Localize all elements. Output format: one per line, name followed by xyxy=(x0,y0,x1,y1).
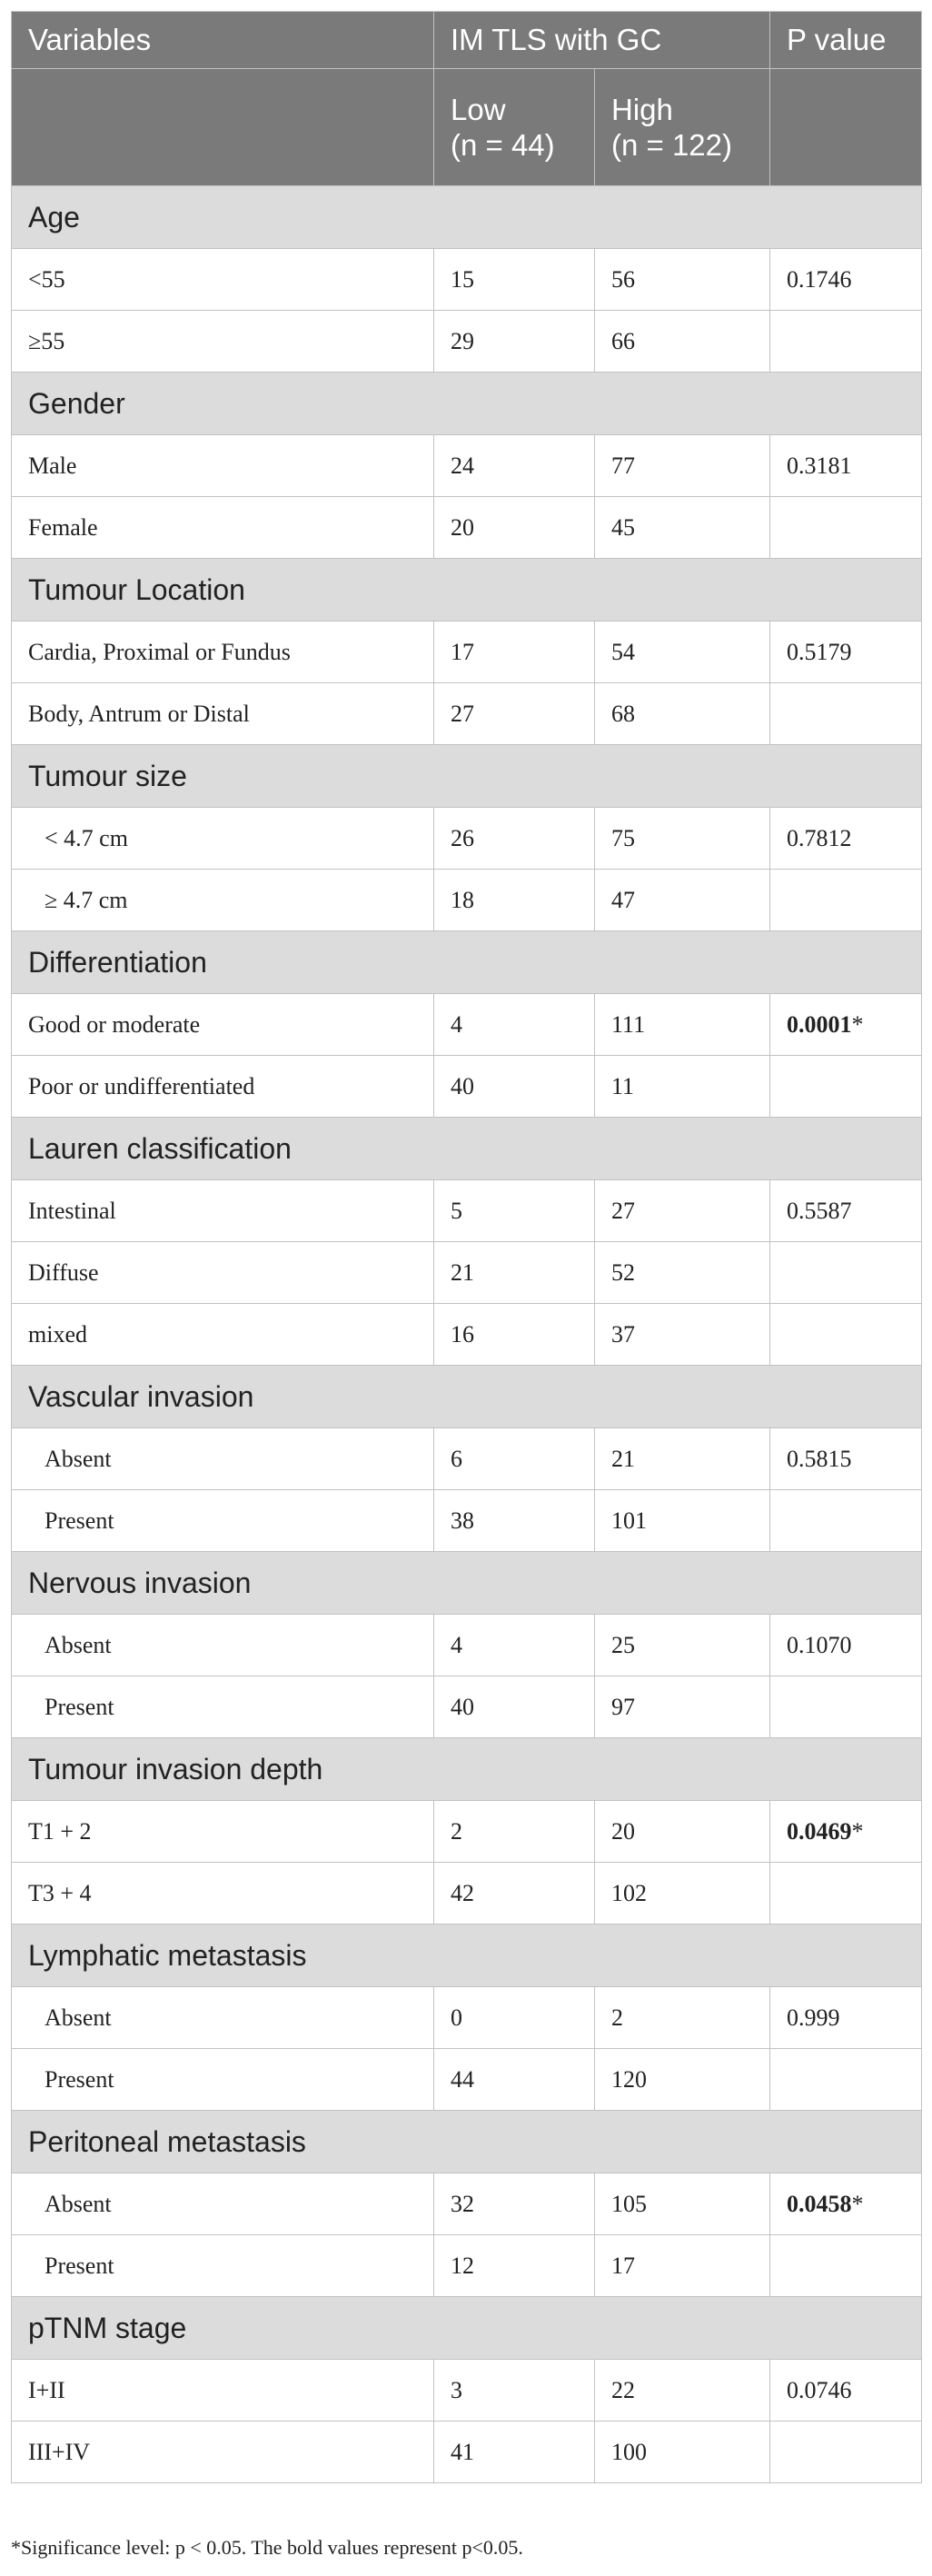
header-high-label: High xyxy=(611,93,673,126)
section-row xyxy=(12,1738,922,1801)
table-row xyxy=(12,1428,922,1490)
section-row xyxy=(12,1552,922,1615)
table-row xyxy=(12,2173,922,2235)
row-label: Diffuse xyxy=(12,1242,434,1304)
p-value: 0.5815 xyxy=(787,1445,852,1472)
low-count: 21 xyxy=(434,1242,595,1304)
high-count: 45 xyxy=(595,497,770,559)
low-count: 15 xyxy=(434,249,595,311)
low-count: 38 xyxy=(434,1490,595,1552)
row-label: Present xyxy=(12,2235,434,2297)
table-row xyxy=(12,1056,922,1118)
section-row xyxy=(12,1925,922,1987)
row-label: Absent xyxy=(12,2173,434,2235)
high-count: 54 xyxy=(595,622,770,683)
high-count: 47 xyxy=(595,870,770,931)
table-row xyxy=(12,870,922,931)
high-count: 22 xyxy=(595,2360,770,2422)
table-row xyxy=(12,497,922,559)
high-count: 20 xyxy=(595,1801,770,1863)
p-value-cell xyxy=(770,2049,922,2111)
row-label: Present xyxy=(12,1676,434,1738)
table-row xyxy=(12,1304,922,1366)
high-count: 21 xyxy=(595,1428,770,1490)
row-label: Cardia, Proximal or Fundus xyxy=(12,622,434,683)
p-value-cell xyxy=(770,994,922,1056)
section-row xyxy=(12,373,922,435)
p-value-cell xyxy=(770,1428,922,1490)
p-value-cell xyxy=(770,1676,922,1738)
p-value-cell xyxy=(770,808,922,870)
high-count: 66 xyxy=(595,311,770,373)
row-label: T3 + 4 xyxy=(12,1863,434,1925)
header-high-n: (n = 122) xyxy=(611,128,732,162)
row-label: Female xyxy=(12,497,434,559)
header-variables: Variables xyxy=(12,12,434,69)
section-title: Lauren classification xyxy=(12,1118,922,1180)
table-row xyxy=(12,1242,922,1304)
section-title: Peritoneal metastasis xyxy=(12,2111,922,2173)
high-count: 2 xyxy=(595,1987,770,2049)
section-title: Nervous invasion xyxy=(12,1552,922,1615)
p-value-cell xyxy=(770,311,922,373)
low-count: 12 xyxy=(434,2235,595,2297)
p-value: 0.1070 xyxy=(787,1631,852,1658)
p-value: 0.3181 xyxy=(787,452,852,479)
section-row xyxy=(12,2297,922,2360)
p-value: 0.0746 xyxy=(787,2376,852,2403)
table-row xyxy=(12,622,922,683)
p-value: 0.999 xyxy=(787,2004,840,2031)
section-title: Vascular invasion xyxy=(12,1366,922,1428)
table-row xyxy=(12,1987,922,2049)
low-count: 0 xyxy=(434,1987,595,2049)
section-title: Tumour invasion depth xyxy=(12,1738,922,1801)
p-value-cell xyxy=(770,1863,922,1925)
section-row xyxy=(12,2111,922,2173)
p-value-cell xyxy=(770,1615,922,1676)
table-row xyxy=(12,808,922,870)
section-row xyxy=(12,1366,922,1428)
p-value: 0.1746 xyxy=(787,265,852,293)
low-count: 41 xyxy=(434,2422,595,2483)
high-count: 77 xyxy=(595,435,770,497)
significance-marker: * xyxy=(851,1010,864,1038)
high-count: 111 xyxy=(595,994,770,1056)
high-count: 17 xyxy=(595,2235,770,2297)
p-value: 0.5587 xyxy=(787,1197,852,1224)
p-value-cell xyxy=(770,2173,922,2235)
low-count: 40 xyxy=(434,1676,595,1738)
table-row xyxy=(12,1801,922,1863)
table-body xyxy=(12,186,922,2483)
row-label: ≥ 4.7 cm xyxy=(12,870,434,931)
p-value-cell xyxy=(770,2235,922,2297)
high-count: 37 xyxy=(595,1304,770,1366)
table-header xyxy=(12,12,922,186)
header-low-label: Low xyxy=(451,93,506,126)
significance-marker: * xyxy=(851,1817,864,1845)
p-value-cell xyxy=(770,1490,922,1552)
low-count: 18 xyxy=(434,870,595,931)
section-title: Tumour Location xyxy=(12,559,922,622)
high-count: 100 xyxy=(595,2422,770,2483)
low-count: 4 xyxy=(434,1615,595,1676)
row-label: Intestinal xyxy=(12,1180,434,1242)
table-row xyxy=(12,2360,922,2422)
row-label: mixed xyxy=(12,1304,434,1366)
row-label: Absent xyxy=(12,1428,434,1490)
table-row xyxy=(12,683,922,745)
high-count: 25 xyxy=(595,1615,770,1676)
p-value-cell xyxy=(770,249,922,311)
section-title: pTNM stage xyxy=(12,2297,922,2360)
header-empty-variables xyxy=(12,69,434,186)
p-value: 0.0469 xyxy=(787,1817,852,1845)
row-label: Present xyxy=(12,1490,434,1552)
row-label: I+II xyxy=(12,2360,434,2422)
header-low xyxy=(434,69,595,186)
p-value-cell xyxy=(770,1304,922,1366)
p-value-cell xyxy=(770,1056,922,1118)
header-p-value: P value xyxy=(770,12,922,69)
p-value-cell xyxy=(770,1987,922,2049)
table-row xyxy=(12,2422,922,2483)
low-count: 44 xyxy=(434,2049,595,2111)
table-row xyxy=(12,1490,922,1552)
table-row xyxy=(12,994,922,1056)
high-count: 27 xyxy=(595,1180,770,1242)
low-count: 29 xyxy=(434,311,595,373)
results-table xyxy=(11,11,922,2483)
row-label: Body, Antrum or Distal xyxy=(12,683,434,745)
row-label: III+IV xyxy=(12,2422,434,2483)
p-value-cell xyxy=(770,870,922,931)
p-value-cell xyxy=(770,435,922,497)
footnote: *Significance level: p < 0.05. The bold values represent p<0.05. xyxy=(11,2536,523,2559)
section-title: Differentiation xyxy=(12,931,922,994)
row-label: T1 + 2 xyxy=(12,1801,434,1863)
p-value-cell xyxy=(770,497,922,559)
low-count: 24 xyxy=(434,435,595,497)
significance-marker: * xyxy=(851,2190,864,2217)
high-count: 11 xyxy=(595,1056,770,1118)
row-label: Good or moderate xyxy=(12,994,434,1056)
low-count: 16 xyxy=(434,1304,595,1366)
p-value: 0.0458 xyxy=(787,2190,852,2217)
low-count: 6 xyxy=(434,1428,595,1490)
high-count: 56 xyxy=(595,249,770,311)
p-value-cell xyxy=(770,1242,922,1304)
p-value-cell xyxy=(770,2360,922,2422)
section-row xyxy=(12,186,922,249)
high-count: 97 xyxy=(595,1676,770,1738)
header-low-n: (n = 44) xyxy=(451,128,555,162)
section-title: Gender xyxy=(12,373,922,435)
row-label: Absent xyxy=(12,1987,434,2049)
header-empty-p xyxy=(770,69,922,186)
p-value-cell xyxy=(770,2422,922,2483)
table-row xyxy=(12,435,922,497)
high-count: 68 xyxy=(595,683,770,745)
low-count: 42 xyxy=(434,1863,595,1925)
high-count: 101 xyxy=(595,1490,770,1552)
row-label: < 4.7 cm xyxy=(12,808,434,870)
high-count: 105 xyxy=(595,2173,770,2235)
low-count: 32 xyxy=(434,2173,595,2235)
p-value: 0.7812 xyxy=(787,824,852,851)
table-row xyxy=(12,2049,922,2111)
section-row xyxy=(12,559,922,622)
p-value-cell xyxy=(770,622,922,683)
header-group: IM TLS with GC xyxy=(434,12,770,69)
table-row xyxy=(12,1180,922,1242)
header-high xyxy=(595,69,770,186)
p-value: 0.5179 xyxy=(787,638,852,665)
section-row xyxy=(12,1118,922,1180)
low-count: 27 xyxy=(434,683,595,745)
p-value-cell xyxy=(770,1180,922,1242)
row-label: Absent xyxy=(12,1615,434,1676)
low-count: 2 xyxy=(434,1801,595,1863)
section-title: Lymphatic metastasis xyxy=(12,1925,922,1987)
low-count: 17 xyxy=(434,622,595,683)
table-row xyxy=(12,1676,922,1738)
table-row xyxy=(12,2235,922,2297)
table-row xyxy=(12,249,922,311)
high-count: 75 xyxy=(595,808,770,870)
section-title: Age xyxy=(12,186,922,249)
section-row xyxy=(12,745,922,808)
low-count: 5 xyxy=(434,1180,595,1242)
table-container xyxy=(11,11,921,2483)
row-label: Male xyxy=(12,435,434,497)
low-count: 3 xyxy=(434,2360,595,2422)
high-count: 102 xyxy=(595,1863,770,1925)
row-label: <55 xyxy=(12,249,434,311)
high-count: 52 xyxy=(595,1242,770,1304)
section-row xyxy=(12,931,922,994)
table-row xyxy=(12,1863,922,1925)
low-count: 40 xyxy=(434,1056,595,1118)
p-value-cell xyxy=(770,1801,922,1863)
table-row xyxy=(12,1615,922,1676)
p-value: 0.0001 xyxy=(787,1010,852,1038)
section-title: Tumour size xyxy=(12,745,922,808)
low-count: 4 xyxy=(434,994,595,1056)
row-label: Poor or undifferentiated xyxy=(12,1056,434,1118)
p-value-cell xyxy=(770,683,922,745)
high-count: 120 xyxy=(595,2049,770,2111)
table-row xyxy=(12,311,922,373)
row-label: ≥55 xyxy=(12,311,434,373)
row-label: Present xyxy=(12,2049,434,2111)
low-count: 26 xyxy=(434,808,595,870)
low-count: 20 xyxy=(434,497,595,559)
